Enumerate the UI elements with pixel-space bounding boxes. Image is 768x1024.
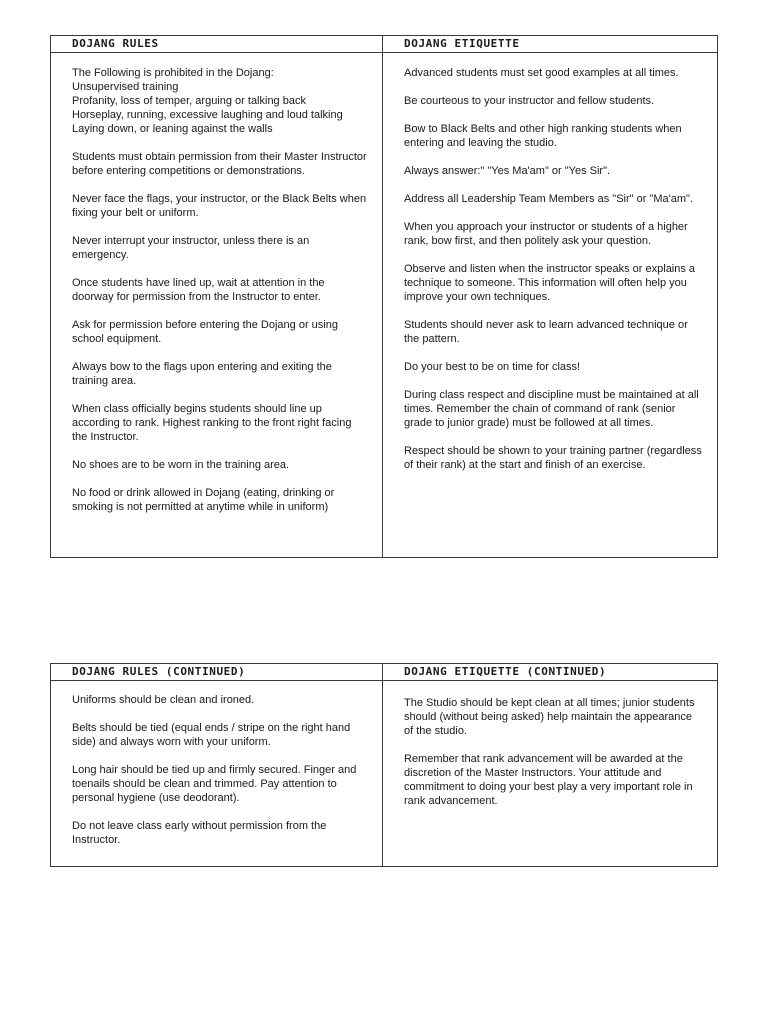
table-header-row [51,36,717,53]
rule-paragraph: No food or drink allowed in Dojang (eating, drinking or smoking is not permitted at anytime while in uniform) [72,487,335,513]
etiquette-column [383,53,717,557]
dojang-table [50,35,718,558]
rule-paragraph: Never interrupt your instructor, unless there is an emergency. [72,235,310,261]
etiquette-paragraph: Remember that rank advancement will be awarded at the discretion of the Master Instructors. Your attitude and commitment to doing your best play a very important role in rank advancement. [404,753,693,807]
rule-paragraph: Long hair should be tied up and firmly secured. Finger and toenails should be clean and trimmed. Pay attention to personal hygiene (use deodorant). [72,764,357,804]
etiquette-paragraph: Students should never ask to learn advanced technique or the pattern. [404,319,688,345]
rules-continued-header: DOJANG RULES (CONTINUED) [51,664,383,680]
rule-paragraph: Do not leave class early without permission from the Instructor. [72,820,327,846]
rule-paragraph: Once students have lined up, wait at attention in the doorway for permission from the Instructor to enter. [72,277,325,303]
prohibited-item: Horseplay, running, excessive laughing and loud talking [72,109,343,121]
etiquette-paragraph: Observe and listen when the instructor speaks or explains a technique to someone. This information will often help you improve your own techniques. [404,263,696,303]
rule-paragraph: Never face the flags, your instructor, or the Black Belts when fixing your belt or uniform. [72,193,367,219]
rule-paragraph: Always bow to the flags upon entering and exiting the training area. [72,361,332,387]
etiquette-paragraph: Bow to Black Belts and other high ranking students when entering and leaving the studio. [404,123,682,149]
etiquette-paragraph: Always answer:" "Yes Ma'am" or "Yes Sir". [404,165,611,177]
etiquette-header: DOJANG ETIQUETTE [404,37,520,50]
etiquette-paragraph: When you approach your instructor or students of a higher rank, bow first, and then politely ask your question. [404,221,688,247]
rules-column [51,53,383,557]
rule-paragraph: Uniforms should be clean and ironed. [72,694,255,706]
prohibited-item: Laying down, or leaning against the walls [72,123,273,135]
prohibited-item: Profanity, loss of temper, arguing or talking back [72,95,306,107]
prohibited-block [72,66,368,136]
etiquette-paragraph: Do your best to be on time for class! [404,361,581,373]
rule-paragraph: Students must obtain permission from their Master Instructor before entering competitions or demonstrations. [72,151,367,177]
etiquette-continued-column [383,681,717,866]
rule-paragraph: Belts should be tied (equal ends / stripe on the right hand side) and always worn with your uniform. [72,722,351,748]
etiquette-paragraph: Advanced students must set good examples at all times. [404,67,679,79]
rules-header: DOJANG RULES [51,36,383,52]
dojang-table-continued [50,663,718,867]
etiquette-paragraph: Be courteous to your instructor and fellow students. [404,95,655,107]
prohibited-title: The Following is prohibited in the Dojang: [72,67,274,79]
etiquette-continued-header: DOJANG ETIQUETTE (CONTINUED) [404,665,607,678]
etiquette-paragraph: Respect should be shown to your training partner (regardless of their rank) at the start and finish of an exercise. [404,445,702,471]
prohibited-item: Unsupervised training [72,81,179,93]
rule-paragraph: Ask for permission before entering the Dojang or using school equipment. [72,319,338,345]
table-header-row [51,664,717,681]
etiquette-paragraph: During class respect and discipline must be maintained at all times. Remember the chain of command of rank (senior grade to junior grade) must be followed at all times. [404,389,699,429]
etiquette-paragraph: The Studio should be kept clean at all times; junior students should (without being asked) help maintain the appearance of the studio. [404,697,695,737]
rules-continued-column [51,681,383,866]
etiquette-paragraph: Address all Leadership Team Members as "Sir" or "Ma'am". [404,193,693,205]
rule-paragraph: No shoes are to be worn in the training area. [72,459,290,471]
rule-paragraph: When class officially begins students should line up according to rank. Highest ranking to the front right facing the Instructor. [72,403,352,443]
